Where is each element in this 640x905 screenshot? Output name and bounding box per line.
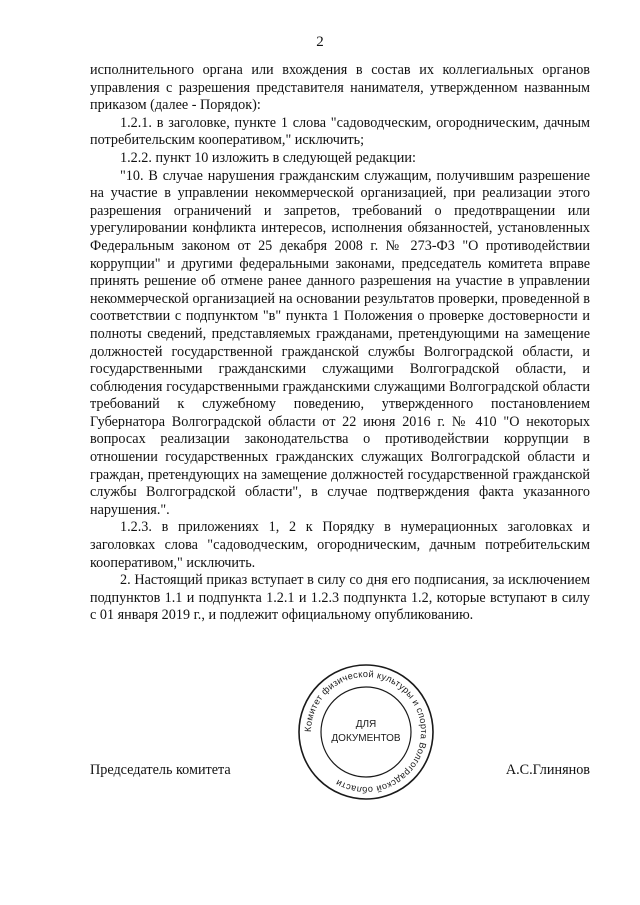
seal-center-line2: ДОКУМЕНТОВ — [331, 733, 401, 744]
signatory-position: Председатель комитета — [90, 762, 231, 778]
seal-ring-text — [303, 669, 429, 795]
paragraph: исполнительного органа или вхождения в состав их коллегиальных органов управления с разрешения представителя нанимателя, утвержденном названным приказом (далее - Порядок): — [90, 62, 590, 114]
official-seal — [296, 662, 436, 802]
paragraph: 1.2.2. пункт 10 изложить в следующей редакции: — [120, 149, 416, 166]
paragraph: "10. В случае нарушения гражданским служащим, получившим разрешение на участие в управлении некоммерческой организацией, при реализации этого разрешения ограничений и запретов, требований о предотвращении или урегулировании конфликта интересов, исполнения обязанностей, установленных Федеральным законом от 25 декабря 2008 г. № 273-ФЗ "О противодействии коррупции" и другими федеральными законами, председатель комитета вправе принять решение об отмене ранее данного разрешения на участие в управлении некоммерческой организацией на основании результатов проверки, проведенной в соответствии с подпунктом "в" пункта 1 Положения о проверке достоверности и полноты сведений, представляемых гражданами, претендующими на замещение должностей государственной гражданской службы Волгоградской области, и государственными гражданскими служащими Волгоградской области, и соблюдения государственными гражданскими служащими Волгоградской области требований к служебному поведению, утвержденного постановлением Губернатора Волгоградской области от 22 июня 2016 г. № 410 "О некоторых вопросах реализации законодательства о противодействии коррупции в отношении государственных гражданских служащих Волгоградской области и граждан, претендующих на замещение должностей государственной гражданской службы Волгоградской области", в случае подтверждения факта указанного нарушения.". — [90, 167, 590, 518]
seal-ring-textpath: Комитет физической культуры и спорта Волгоградской области — [302, 668, 430, 796]
seal-center-line1: ДЛЯ — [355, 719, 377, 730]
paragraph: 1.2.3. в приложениях 1, 2 к Порядку в нумерационных заголовках и заголовках слова "садоводческим, огородническим, дачным потребительским кооперативом," исключить. — [90, 519, 590, 571]
seal-inner-ring — [321, 687, 411, 777]
page-number: 2 — [316, 34, 324, 50]
paragraph: 1.2.1. в заголовке, пункте 1 слова "садоводческим, огородническим, дачным потребительским кооперативом," исключить; — [90, 114, 590, 149]
seal-outer-ring — [299, 665, 433, 799]
document-body — [90, 62, 590, 625]
paragraph: 2. Настоящий приказ вступает в силу со дня его подписания, за исключением подпунктов 1.1 и подпункта 1.2.1 и 1.2.3 подпункта 1.2, которые вступают в силу с 01 января 2019 г., и подлежит официальному опубликованию. — [90, 572, 590, 624]
signatory-name: А.С.Глинянов — [505, 762, 590, 778]
